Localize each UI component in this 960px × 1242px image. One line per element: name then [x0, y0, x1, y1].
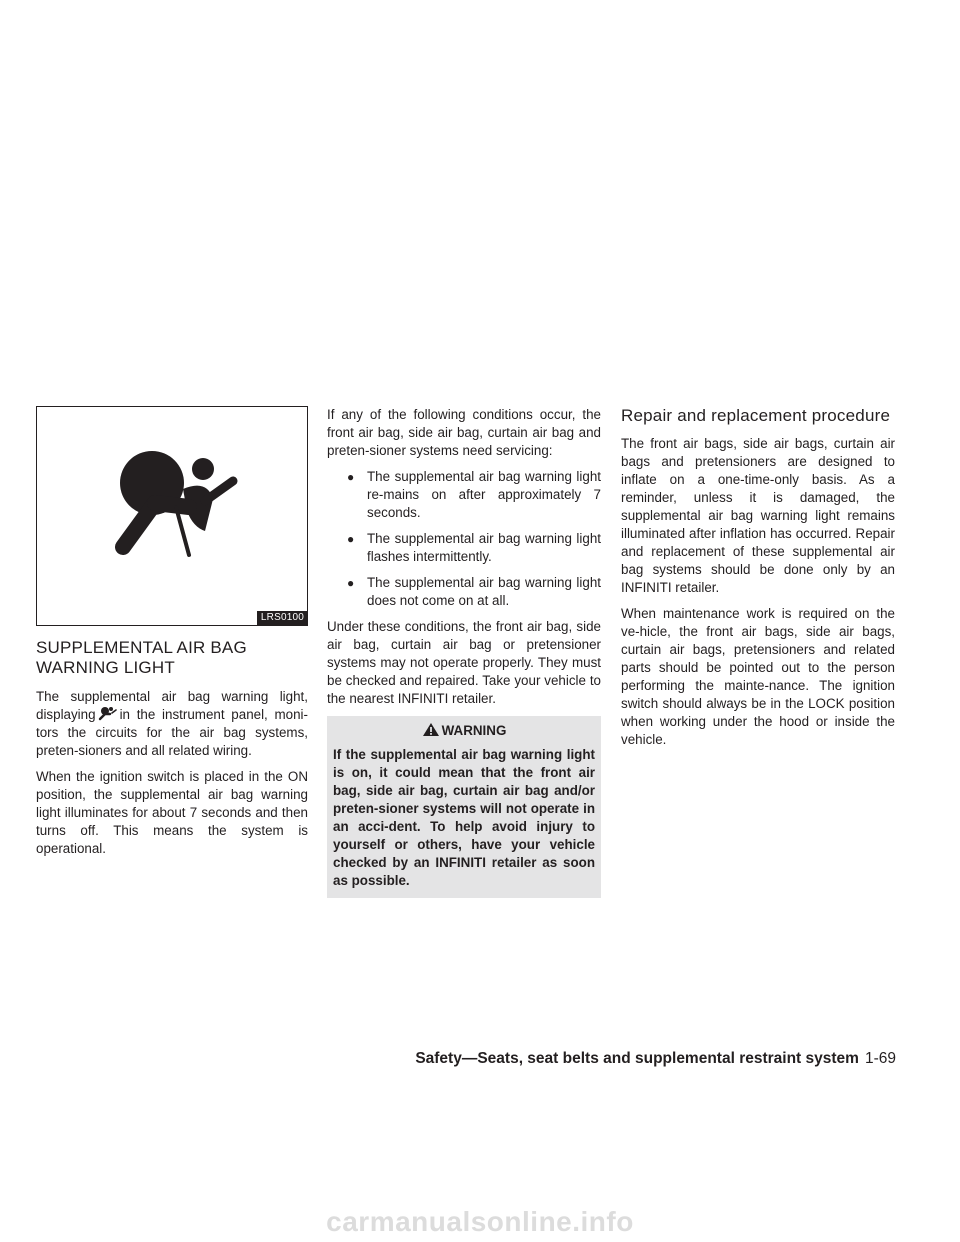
- figure-label: LRS0100: [257, 611, 307, 625]
- column-left: [36, 406, 308, 866]
- paragraph-maintenance: When maintenance work is required on the ve-hicle, the front air bags, side air bags, curtain air bags, pretensioners and related parts should be pointed out to the person performing the mainte-nance. The ignition switch should always be in the LOCK position when working under the hood or inside the vehicle.: [621, 606, 895, 747]
- section-title-repair: Repair and replacement procedure: [621, 406, 891, 425]
- airbag-figure: [36, 406, 308, 626]
- list-item-text: The supplemental air bag warning light re-mains on after approximately 7 seconds.: [367, 469, 601, 520]
- warning-title: WARNING: [441, 723, 507, 738]
- warning-box: [327, 716, 601, 898]
- title-line-2: WARNING LIGHT: [36, 658, 175, 677]
- bullet-icon: ●: [347, 532, 355, 546]
- list-item-text: The supplemental air bag warning light does not come on at all.: [367, 575, 601, 608]
- paragraph-ignition: When the ignition switch is placed in the ON position, the supplemental air bag warning light illuminates for about 7 seconds and then turns off. This means the system is operational.: [36, 769, 308, 856]
- footer-section-title: Safety—Seats, seat belts and supplemental restraint system: [415, 1050, 859, 1067]
- list-item-text: The supplemental air bag warning light flashes intermittently.: [367, 531, 601, 564]
- warning-triangle-icon: [422, 722, 440, 737]
- airbag-warning-icon: [37, 407, 307, 625]
- bullet-icon: ●: [347, 576, 355, 590]
- paragraph-conditions: Under these conditions, the front air bag, side air bag, curtain air bag or pretensioner systems may not operate properly. They must be checked and repaired. Take your vehicle to the nearest INFINITI retailer.: [327, 619, 601, 706]
- warning-header: [333, 722, 595, 740]
- watermark: carmanualsonline.info: [326, 1206, 634, 1237]
- paragraph-text: in the instrument panel, moni-tors the circuits for the air bag systems, preten-sioners and all related wiring.: [36, 707, 308, 758]
- page-number: 1-69: [864, 1050, 896, 1067]
- conditions-list: [327, 468, 601, 610]
- title-line-1: SUPPLEMENTAL AIR BAG: [36, 638, 247, 657]
- section-title-warning-light: [36, 638, 308, 678]
- list-item: [327, 530, 601, 566]
- column-right: [621, 406, 895, 757]
- page-footer: [415, 1049, 896, 1069]
- bullet-icon: ●: [347, 470, 355, 484]
- paragraph-text: The supplemental air bag warning light, displaying: [36, 689, 308, 722]
- column-middle: [327, 406, 601, 898]
- paragraph-servicing-intro: If any of the following conditions occur, the front air bag, side air bag, curtain air bag and preten-sioner systems need servicing:: [327, 407, 601, 458]
- warning-text: If the supplemental air bag warning light is on, it could mean that the front air bag, side air bag, curtain air bag and/or preten-sioner systems will not operate in an acci-dent. To help avoid injury to yourself or others, have your vehicle checked by an INFINITI retailer as soon as possible.: [333, 747, 595, 888]
- list-item: [327, 468, 601, 522]
- list-item: [327, 574, 601, 610]
- paragraph-repair: The front air bags, side air bags, curtain air bags and pretensioners are designed to inflate on a one-time-only basis. As a reminder, unless it is damaged, the supplemental air bag warning light remains illuminated after inflation has occurred. Repair and replacement of these supplemental air bag systems should be done only by an INFINITI retailer.: [621, 436, 895, 595]
- airbag-inline-icon: [97, 706, 119, 721]
- paragraph-warning-light-intro: [36, 688, 308, 760]
